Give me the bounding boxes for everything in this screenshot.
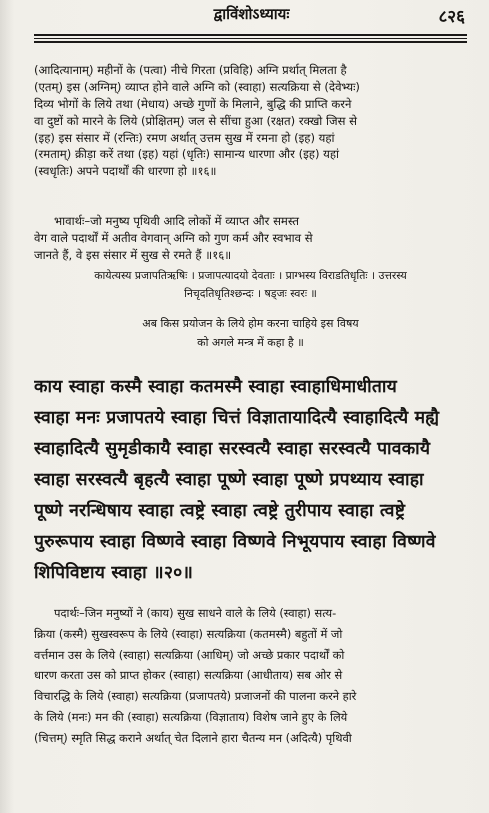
text-line: पदार्थः–जिन मनुष्यों ने (काय) सुख साधने वाले के लिये (स्वाहा) सत्य- (54, 606, 337, 620)
text-line: क्रिया (कस्मै) सुखस्वरूप के लिये (स्वाहा) सत्यक्रिया (कतमस्मै) बहुतों में जो (34, 626, 343, 641)
mantra-line: पूष्णे नरन्धिषाय स्वाहा त्वष्ट्रे स्वाहा त्वष्ट्रे तुरीपाय स्वाहा त्वष्ट्रे (34, 501, 406, 521)
text-line: (स्वधृतिः) अपने पदार्थों की धारणा हो ॥१६॥ (34, 164, 217, 179)
text-line: (एतम्) इस (अग्निम्) व्याप्त होने वाले अग्नि को (स्वाहा) सत्यक्रिया से (देवेभ्यः) (34, 79, 360, 94)
text-line: निचृदतिधृतिश्छन्दः । षड्जः स्वरः ॥ (184, 287, 317, 300)
text-line: (चित्तम्) स्मृति सिद्ध कराने अर्थात् चेत दिलाने हारा चैतन्य मन (अदित्यै) पृथिवी (34, 730, 352, 745)
text-line: के लिये (मनः) मन की (स्वाहा) सत्यक्रिया (विज्ञाताय) विशेष जाने हुए के लिये (34, 709, 348, 724)
text-line: (इह) इस संसार में (रन्तिः) रमण अर्थात् उत्तम सुख में रमना हो (इह) यहां (34, 130, 335, 145)
mantra-line: स्वाहा मनः प्रजापतये स्वाहा चित्तं विज्ञातायादित्यै स्वाहादित्यै मह्यै (34, 408, 440, 428)
page-header (34, 4, 469, 32)
mantra-line: स्वाहा सरस्वत्यै बृहत्यै स्वाहा पूष्णे स्वाहा पूष्णे प्रपथ्याय स्वाहा (34, 470, 424, 490)
mantra-line: काय स्वाहा कस्मै स्वाहा कतमस्मै स्वाहा स्वाहाधिमाधीताय (34, 377, 397, 397)
text-line: धारण करता उस को प्राप्त होकर (स्वाहा) सत्यक्रिया (आधीताय) सब ओर से (34, 668, 343, 683)
text-line: वर्त्तमान उस के लिये (स्वाहा) सत्यक्रिया (आधिम्) जो अच्छे प्रकार पदार्थों को (34, 647, 345, 662)
mantra-line: पुरुरूपाय स्वाहा विष्णवे स्वाहा विष्णवे निभूयपाय स्वाहा विष्णवे (34, 532, 436, 552)
mantra-intro (34, 314, 467, 352)
mantra-text (34, 372, 467, 589)
page-number: ८२६ (438, 7, 465, 27)
mantra-line: शिपिविष्टाय स्वाहा ॥२०॥ (34, 563, 194, 583)
text-line: अब किस प्रयोजन के लिये होम करना चाहिये इस विषय (142, 317, 359, 330)
rishi-devata-chhanda (34, 267, 467, 303)
commentary-paragraph (34, 62, 467, 180)
header-rule (34, 34, 467, 43)
text-line: (रमताम्) क्रीड़ा करें तथा (इह) यहां (धृतिः) सामान्य धारणा और (इह) यहां (34, 147, 340, 162)
padartha-paragraph (34, 603, 467, 749)
bhavartha-paragraph (34, 213, 467, 264)
text-line: वेग वाले पदार्थों में अतीव वेगवान् अग्नि को गुण कर्म और स्वभाव से (34, 230, 313, 245)
text-line: विचारद्धि के लिये (स्वाहा) सत्यक्रिया (प्रजापतये) प्रजाजनों की पालना करने हारे (34, 689, 357, 704)
chapter-title: द्वाविंशोऽध्यायः (213, 5, 290, 23)
text-line: को अगले मन्त्र में कहा है ॥ (197, 336, 304, 349)
text-line: दिव्य भोगों के लिये तथा (मेधाय) अच्छे गुणों के मिलाने, बुद्धि की प्राप्ति करने (34, 96, 352, 111)
text-line: वा दुष्टों को मारने के लिये (प्रोक्षितम्) जल से सींचा हुआ (रक्षत) रक्खो जिस से (34, 113, 357, 128)
text-line: जानते हैं, वे इस संसार में सुख से रमते हैं ॥१६॥ (34, 247, 232, 262)
text-line: भावार्थः–जो मनुष्य पृथिवी आदि लोकों में व्याप्त और समस्त (54, 214, 299, 228)
mantra-line: स्वाहादित्यै सुमृडीकायै स्वाहा सरस्वत्यै स्वाहा सरस्वत्यै पावकायै (34, 439, 431, 459)
text-line: कायेत्यस्य प्रजापतिऋषिः । प्रजापत्यादयो देवताः । प्राग्भस्य विराडतिधृतिः । उत्तरस्य (94, 269, 407, 282)
text-line: (आदित्यानाम्) महीनों के (पत्वा) नीचे गिरता (प्रविहि) अग्नि प्रर्थात् मिलता है (34, 63, 347, 77)
